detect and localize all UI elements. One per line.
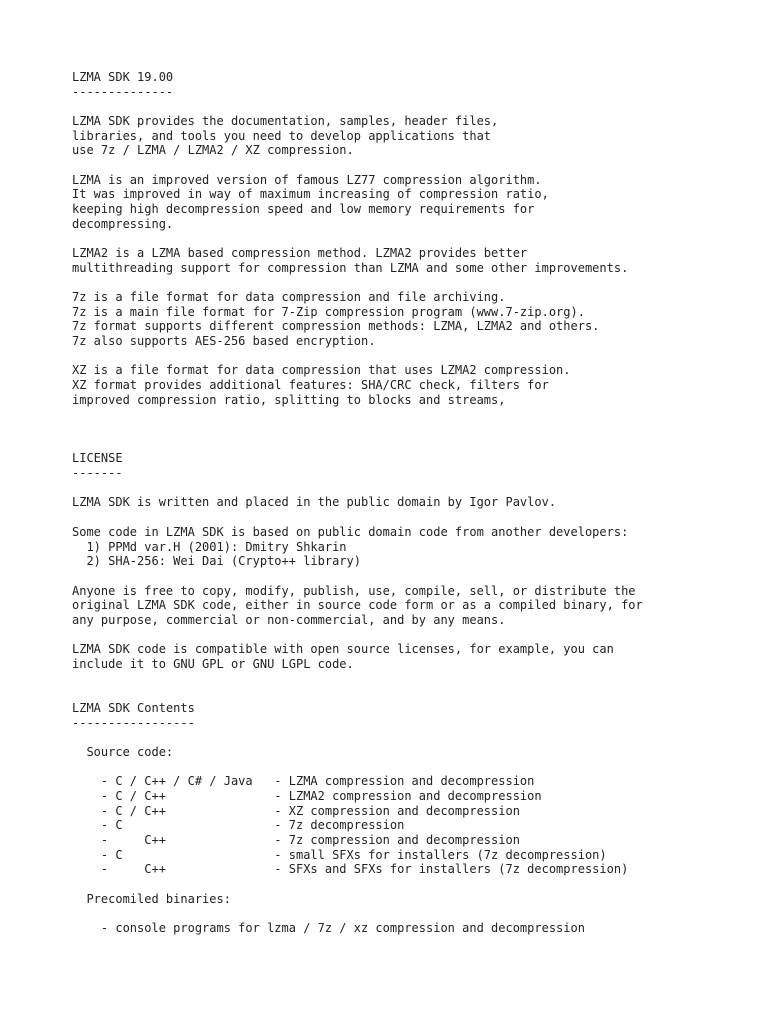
text-line: include it to GNU GPL or GNU LGPL code. bbox=[72, 656, 354, 671]
text-line: decompressing. bbox=[72, 216, 174, 231]
text-line: - console programs for lzma / 7z / xz compression and decompression bbox=[72, 920, 585, 935]
text-line: 7z is a file format for data compression and file archiving. bbox=[72, 290, 506, 305]
text-line: - C++ - SFXs and SFXs for installers (7z decompression) bbox=[72, 862, 629, 877]
text-line: - C / C++ - XZ compression and decompression bbox=[72, 803, 520, 818]
text-line: LZMA SDK Contents bbox=[72, 700, 195, 715]
text-line: 7z is a main file format for 7-Zip compression program (www.7-zip.org). bbox=[72, 304, 585, 319]
text-line: LZMA SDK is written and placed in the public domain by Igor Pavlov. bbox=[72, 495, 557, 510]
text-line: 1) PPMd var.H (2001): Dmitry Shkarin bbox=[72, 539, 347, 554]
text-line: XZ is a file format for data compression that uses LZMA2 compression. bbox=[72, 363, 571, 378]
text-line: LZMA2 is a LZMA based compression method. LZMA2 provides better bbox=[72, 246, 528, 261]
text-line: 2) SHA-256: Wei Dai (Crypto++ library) bbox=[72, 554, 361, 569]
text-line: - C - small SFXs for installers (7z decompression) bbox=[72, 847, 607, 862]
text-line: improved compression ratio, splitting to blocks and streams, bbox=[72, 392, 506, 407]
text-line: original LZMA SDK code, either in source code form or as a compiled binary, for bbox=[72, 598, 643, 613]
text-line: - C - 7z decompression bbox=[72, 818, 405, 833]
text-line: -------------- bbox=[72, 84, 174, 99]
text-line: Precomiled binaries: bbox=[72, 891, 231, 906]
text-line: use 7z / LZMA / LZMA2 / XZ compression. bbox=[72, 143, 354, 158]
text-line: multithreading support for compression than LZMA and some other improvements. bbox=[72, 260, 629, 275]
text-line: It was improved in way of maximum increasing of compression ratio, bbox=[72, 187, 549, 202]
text-line: libraries, and tools you need to develop applications that bbox=[72, 128, 492, 143]
text-line: - C / C++ - LZMA2 compression and decompression bbox=[72, 788, 542, 803]
text-line: XZ format provides additional features: SHA/CRC check, filters for bbox=[72, 378, 549, 393]
document-text bbox=[72, 70, 643, 936]
text-line: Source code: bbox=[72, 744, 174, 759]
text-line: LZMA SDK 19.00 bbox=[72, 70, 174, 84]
text-line: - C++ - 7z compression and decompression bbox=[72, 832, 520, 847]
text-line: LZMA is an improved version of famous LZ77 compression algorithm. bbox=[72, 172, 542, 187]
text-line: LZMA SDK provides the documentation, samples, header files, bbox=[72, 114, 499, 129]
text-line: Anyone is free to copy, modify, publish, use, compile, sell, or distribute the bbox=[72, 583, 636, 598]
text-line: LICENSE bbox=[72, 451, 123, 466]
text-line: LZMA SDK code is compatible with open source licenses, for example, you can bbox=[72, 642, 614, 657]
text-line: ------- bbox=[72, 466, 123, 481]
text-line: keeping high decompression speed and low memory requirements for bbox=[72, 202, 535, 217]
text-line: 7z also supports AES-256 based encryption. bbox=[72, 334, 376, 349]
text-line: any purpose, commercial or non-commercial, and by any means. bbox=[72, 612, 506, 627]
text-line: ----------------- bbox=[72, 715, 195, 730]
text-line: 7z format supports different compression methods: LZMA, LZMA2 and others. bbox=[72, 319, 600, 334]
text-line: Some code in LZMA SDK is based on public domain code from another developers: bbox=[72, 524, 629, 539]
text-line: - C / C++ / C# / Java - LZMA compression and decompression bbox=[72, 774, 535, 789]
